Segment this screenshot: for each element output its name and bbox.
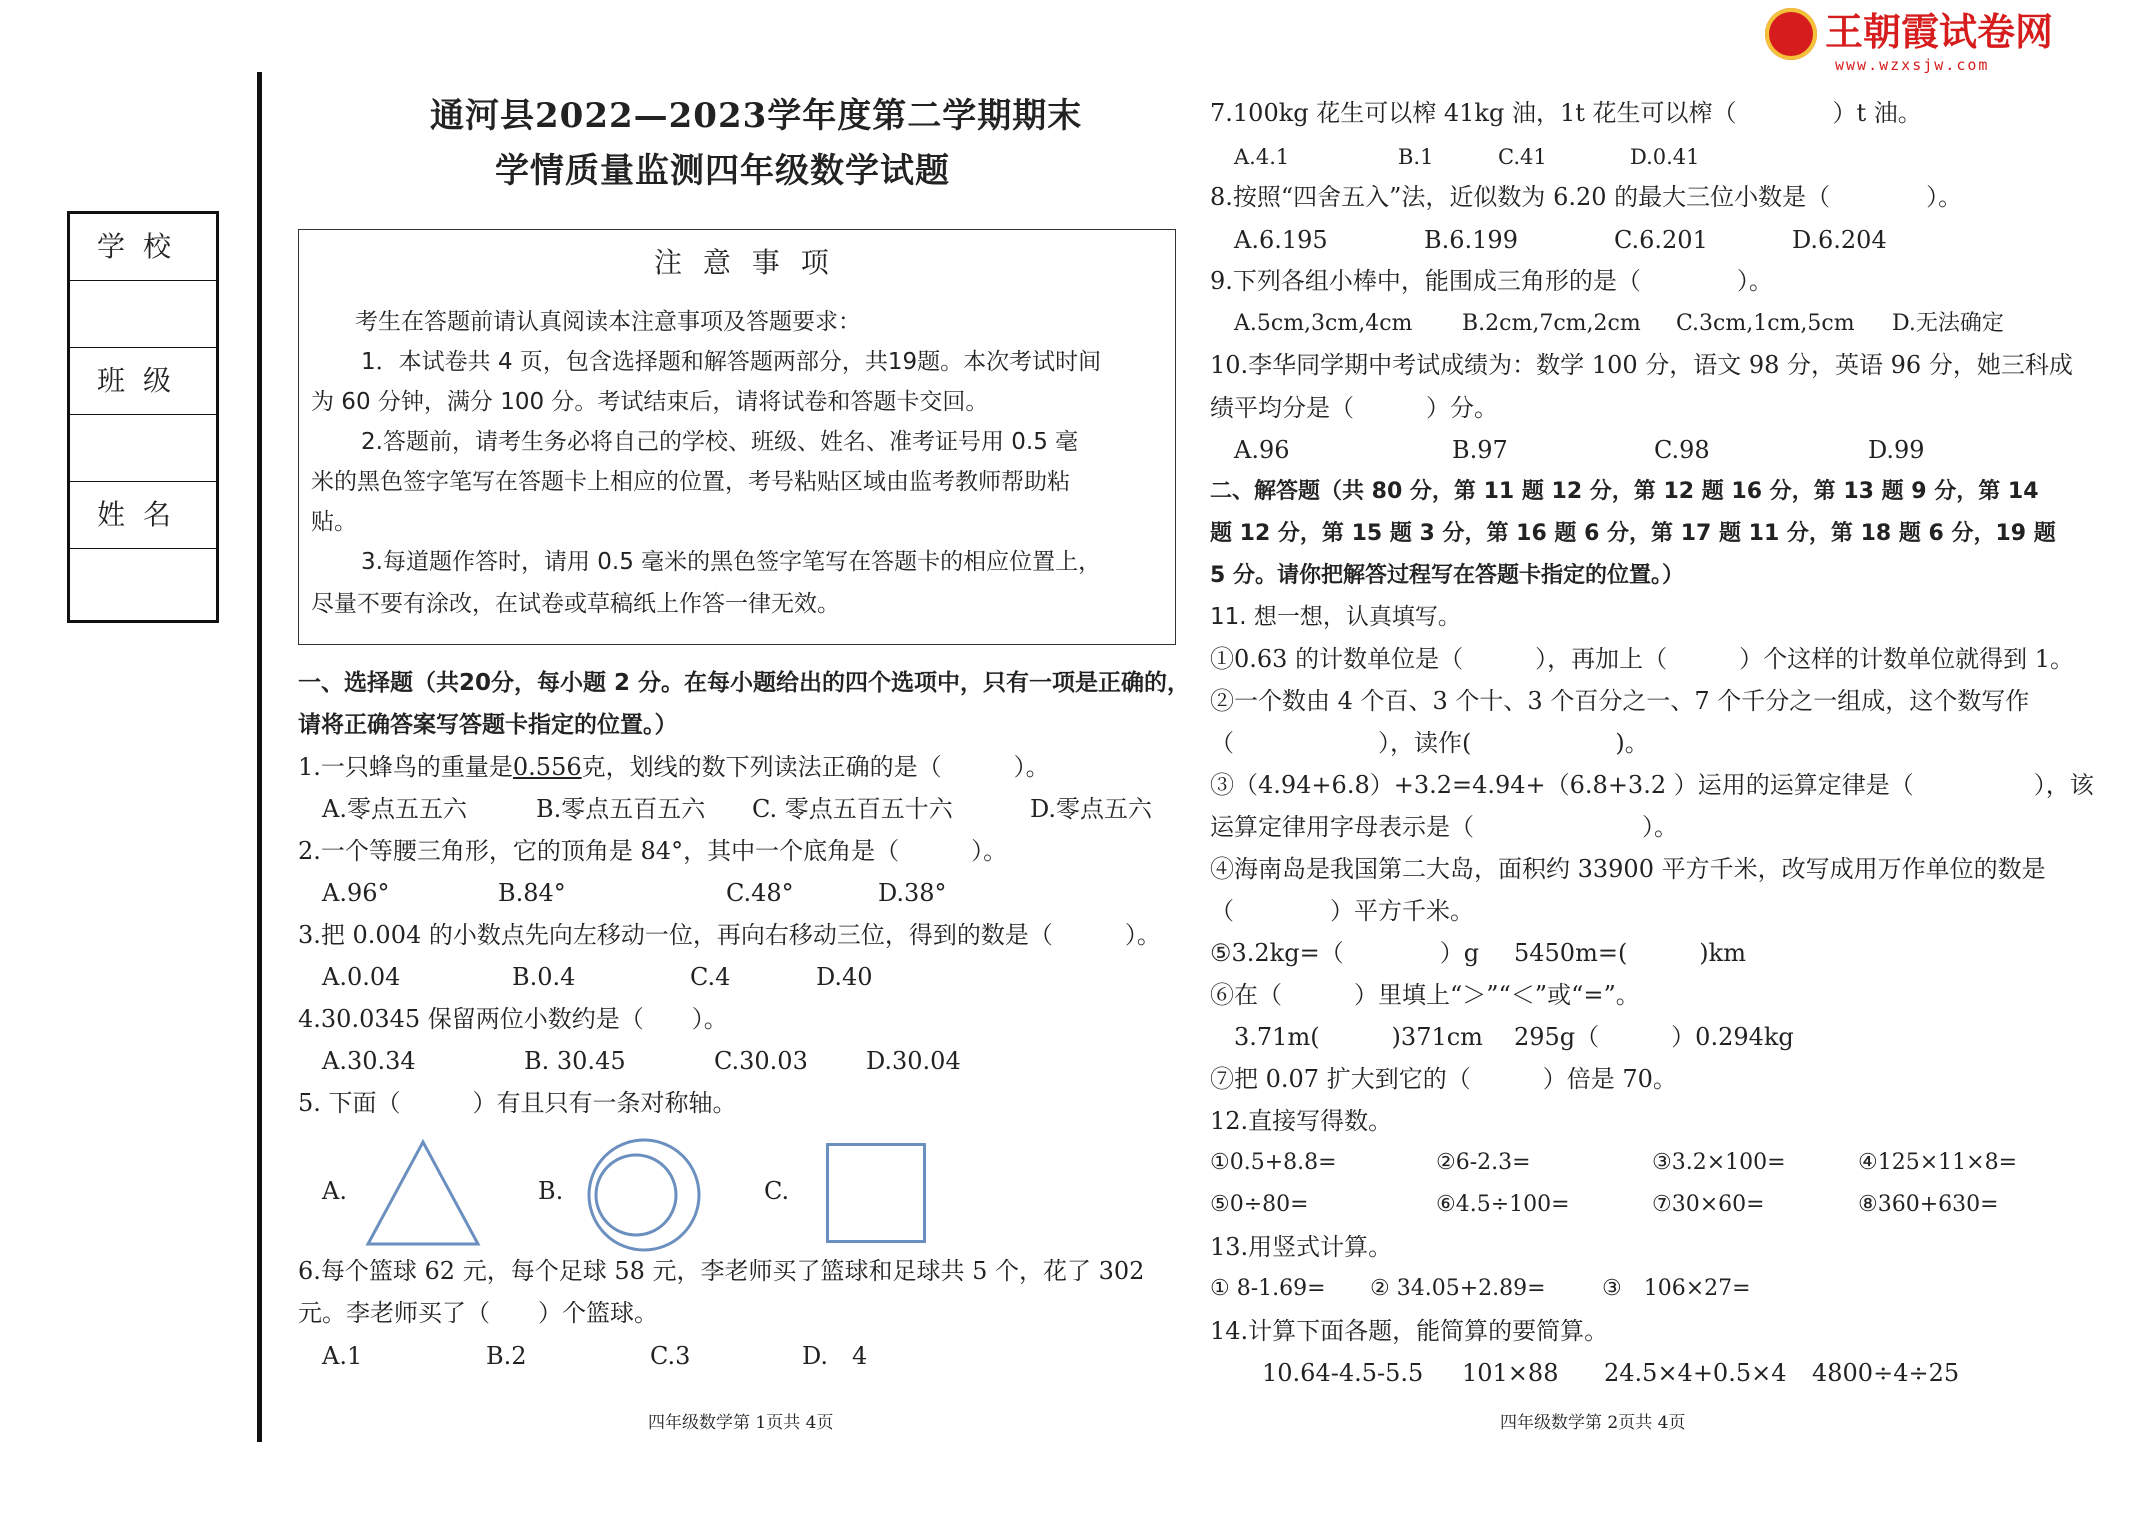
- q1-option-a: A.零点五五六: [322, 795, 467, 823]
- q9-option-a: A.5cm,3cm,4cm: [1234, 311, 1413, 336]
- q1-option-b: B.零点五百五六: [536, 795, 706, 823]
- q1-option-c: C. 零点五百五十六: [752, 795, 953, 823]
- q7-option-b: B.1: [1398, 145, 1434, 169]
- question-12: 12.直接写得数。: [1210, 1107, 1393, 1135]
- class-field: [70, 415, 216, 482]
- question-5: 5. 下面（ ）有且只有一条对称轴。: [298, 1089, 737, 1117]
- q12-item-2: ②6-2.3=: [1436, 1150, 1531, 1175]
- q9-option-d: D.无法确定: [1892, 311, 2004, 336]
- notice-p3-l1: 3.每道题作答时，请用 0.5 毫米的黑色签字笔写在答题卡的相应位置上，: [361, 549, 1102, 575]
- q8-option-d: D.6.204: [1792, 226, 1887, 254]
- question-11: 11. 想一想，认真填写。: [1210, 604, 1461, 630]
- q12-item-4: ④125×11×8=: [1858, 1150, 2018, 1175]
- q3-option-c: C.4: [690, 963, 731, 991]
- q13-item-2: ② 34.05+2.89=: [1370, 1276, 1546, 1301]
- notice-p2-l3: 贴。: [311, 509, 357, 535]
- q10-option-d: D.99: [1868, 436, 1925, 464]
- q12-item-8: ⑧360+630=: [1858, 1192, 1999, 1217]
- notice-heading: 注 意 事 项: [654, 246, 835, 279]
- q11-part5-a: ⑤3.2kg=（ ）g: [1210, 939, 1480, 967]
- q11-part7: ⑦把 0.07 扩大到它的（ ）倍是 70。: [1210, 1065, 1677, 1093]
- q6-option-d: D. 4: [802, 1342, 868, 1370]
- q2-option-c: C.48°: [726, 879, 794, 907]
- q3-option-b: B.0.4: [512, 963, 576, 991]
- q6-option-c: C.3: [650, 1342, 691, 1370]
- q8-option-c: C.6.201: [1614, 226, 1708, 254]
- logo-brand: 王朝霞试卷网: [1825, 10, 2054, 54]
- q11-part6-b: 295g（ ）0.294kg: [1514, 1023, 1794, 1051]
- notice-box: [298, 229, 1176, 645]
- exam-title-line1: 通河县2022—2023学年度第二学期期末: [430, 96, 1083, 136]
- q14-item-3: 24.5×4+0.5×4: [1604, 1359, 1787, 1387]
- section2-heading-l1: 二、解答题（共 80 分，第 11 题 12 分，第 12 题 16 分，第 13 题 9 分，第 14: [1210, 479, 2039, 504]
- exam-title-line2: 学情质量监测四年级数学试题: [495, 151, 950, 191]
- square-figure: [826, 1143, 926, 1243]
- q1-text-a: 1.一只蜂鸟的重量是: [298, 753, 513, 781]
- q2-option-a: A.96°: [322, 879, 390, 907]
- footer-left: 四年级数学第 1页共 4页: [648, 1413, 834, 1433]
- q6-option-b: B.2: [486, 1342, 527, 1370]
- q11-part3-l2: 运算定律用字母表示是（ ）。: [1210, 813, 1678, 841]
- question-13: 13.用竖式计算。: [1210, 1233, 1393, 1261]
- section1-heading-l1: 一、选择题（共20分，每小题 2 分。在每小题给出的四个选项中，只有一项是正确的，: [298, 670, 1191, 696]
- q4-option-a: A.30.34: [322, 1047, 416, 1075]
- school-label: 学校: [70, 214, 216, 281]
- q12-item-7: ⑦30×60=: [1652, 1192, 1765, 1217]
- q11-part4-l1: ④海南岛是我国第二大岛，面积约 33900 平方千米，改写成用万作单位的数是: [1210, 855, 2046, 883]
- q10-option-a: A.96: [1234, 436, 1290, 464]
- q9-option-c: C.3cm,1cm,5cm: [1676, 311, 1855, 336]
- name-field: [70, 549, 216, 619]
- question-10-l1: 10.李华同学期中考试成绩为：数学 100 分，语文 98 分，英语 96 分，她三科成: [1210, 351, 2073, 379]
- question-4: 4.30.0345 保留两位小数约是（ ）。: [298, 1005, 728, 1033]
- question-6-l2: 元。李老师买了（ ）个篮球。: [298, 1299, 658, 1327]
- notice-p1-l1: 1．本试卷共 4 页，包含选择题和解答题两部分，共19题。本次考试时间: [361, 349, 1102, 375]
- q11-part5-b: 5450m=( )km: [1514, 939, 1746, 967]
- q3-option-a: A.0.04: [322, 963, 401, 991]
- q1-option-d: D.零点五六: [1030, 795, 1153, 823]
- section2-heading-l2: 题 12 分，第 15 题 3 分，第 16 题 6 分，第 17 题 11 分，第 18 题 6 分，19 题: [1210, 521, 2056, 546]
- question-14: 14.计算下面各题，能简算的要简算。: [1210, 1317, 1609, 1345]
- q12-item-6: ⑥4.5÷100=: [1436, 1192, 1570, 1217]
- section2-heading-l3: 5 分。请你把解答过程写在答题卡指定的位置。）: [1210, 563, 1684, 588]
- question-9: 9.下列各组小棒中，能围成三角形的是（ ）。: [1210, 267, 1773, 295]
- q11-part4-l2: （ ）平方千米。: [1210, 897, 1474, 925]
- q6-option-a: A.1: [322, 1342, 363, 1370]
- q11-part2-l1: ②一个数由 4 个百、3 个十、3 个百分之一、7 个千分之一组成，这个数写作: [1210, 687, 2030, 715]
- q1-underlined-number: 0.556: [512, 753, 582, 781]
- q13-item-1: ① 8-1.69=: [1210, 1276, 1326, 1301]
- footer-right: 四年级数学第 2页共 4页: [1500, 1413, 1686, 1433]
- notice-p2-l1: 2.答题前，请考生务必将自己的学校、班级、姓名、准考证号用 0.5 毫: [361, 429, 1079, 455]
- q3-option-d: D.40: [816, 963, 873, 991]
- q11-part2-l2: （ ），读作( )。: [1210, 729, 1649, 757]
- question-1: [298, 752, 1050, 782]
- q12-item-5: ⑤0÷80=: [1210, 1192, 1309, 1217]
- question-6-l1: 6.每个篮球 62 元，每个足球 58 元，李老师买了篮球和足球共 5 个，花了 302: [298, 1257, 1145, 1285]
- site-logo: [1765, 8, 2085, 72]
- notice-p3-l2: 尽量不要有涂改，在试卷或草稿纸上作答一律无效。: [311, 591, 840, 617]
- concentric-circles-figure: [584, 1138, 706, 1252]
- q11-part3-l1: ③（4.94+6.8）+3.2=4.94+（6.8+3.2 ）运用的运算定律是（ ），该: [1210, 771, 2094, 799]
- section1-heading-l2: 请将正确答案写答题卡指定的位置。）: [298, 712, 678, 738]
- q14-item-2: 101×88: [1462, 1359, 1559, 1387]
- q13-item-3: ③ 106×27=: [1602, 1276, 1751, 1301]
- notice-p2-l2: 米的黑色签字笔写在答题卡上相应的位置，考号粘贴区域由监考教师帮助粘: [311, 469, 1070, 495]
- q7-option-c: C.41: [1498, 145, 1547, 169]
- q11-part6-a: 3.71m( )371cm: [1234, 1023, 1483, 1051]
- student-info-box: [67, 211, 219, 623]
- question-2: 2.一个等腰三角形，它的顶角是 84°，其中一个底角是（ ）。: [298, 837, 1008, 865]
- q2-option-b: B.84°: [498, 879, 566, 907]
- q4-option-c: C.30.03: [714, 1047, 808, 1075]
- notice-p1-l2: 为 60 分钟，满分 100 分。考试结束后，请将试卷和答题卡交回。: [311, 389, 989, 415]
- q8-option-a: A.6.195: [1234, 226, 1328, 254]
- triangle-figure: [364, 1138, 482, 1248]
- logo-url: www.wzxsjw.com: [1835, 56, 1990, 74]
- binding-line: [257, 72, 262, 1442]
- q5-option-a: A.: [322, 1177, 347, 1205]
- q11-part1: ①0.63 的计数单位是（ ），再加上（ ）个这样的计数单位就得到 1。: [1210, 645, 2074, 673]
- q12-item-3: ③3.2×100=: [1652, 1150, 1786, 1175]
- q10-option-b: B.97: [1452, 436, 1508, 464]
- school-field: [70, 281, 216, 348]
- q7-option-d: D.0.41: [1630, 145, 1700, 169]
- class-label: 班级: [70, 348, 216, 415]
- name-label: 姓名: [70, 482, 216, 549]
- q14-item-1: 10.64-4.5-5.5: [1262, 1359, 1424, 1387]
- q5-option-c: C.: [764, 1177, 790, 1205]
- q12-item-1: ①0.5+8.8=: [1210, 1150, 1337, 1175]
- q4-option-b: B. 30.45: [524, 1047, 626, 1075]
- logo-badge-icon: [1765, 8, 1817, 60]
- q5-option-b: B.: [538, 1177, 564, 1205]
- question-7: 7.100kg 花生可以榨 41kg 油，1t 花生可以榨（ ）t 油。: [1210, 99, 1922, 127]
- q1-text-b: 克，划线的数下列读法正确的是（ ）。: [581, 753, 1050, 781]
- question-8: 8.按照“四舍五入”法，近似数为 6.20 的最大三位小数是（ ）。: [1210, 183, 1963, 211]
- question-10-l2: 绩平均分是（ ）分。: [1210, 394, 1498, 422]
- q11-part6: ⑥在（ ）里填上“＞”“＜”或“=”。: [1210, 981, 1640, 1009]
- q8-option-b: B.6.199: [1424, 226, 1518, 254]
- q2-option-d: D.38°: [878, 879, 947, 907]
- notice-intro: 考生在答题前请认真阅读本注意事项及答题要求：: [355, 309, 861, 335]
- q10-option-c: C.98: [1654, 436, 1710, 464]
- q7-option-a: A.4.1: [1234, 145, 1290, 169]
- q4-option-d: D.30.04: [866, 1047, 961, 1075]
- q14-item-4: 4800÷4÷25: [1812, 1359, 1960, 1387]
- q9-option-b: B.2cm,7cm,2cm: [1462, 311, 1641, 336]
- question-3: 3.把 0.004 的小数点先向左移动一位，再向右移动三位，得到的数是（ ）。: [298, 921, 1161, 949]
